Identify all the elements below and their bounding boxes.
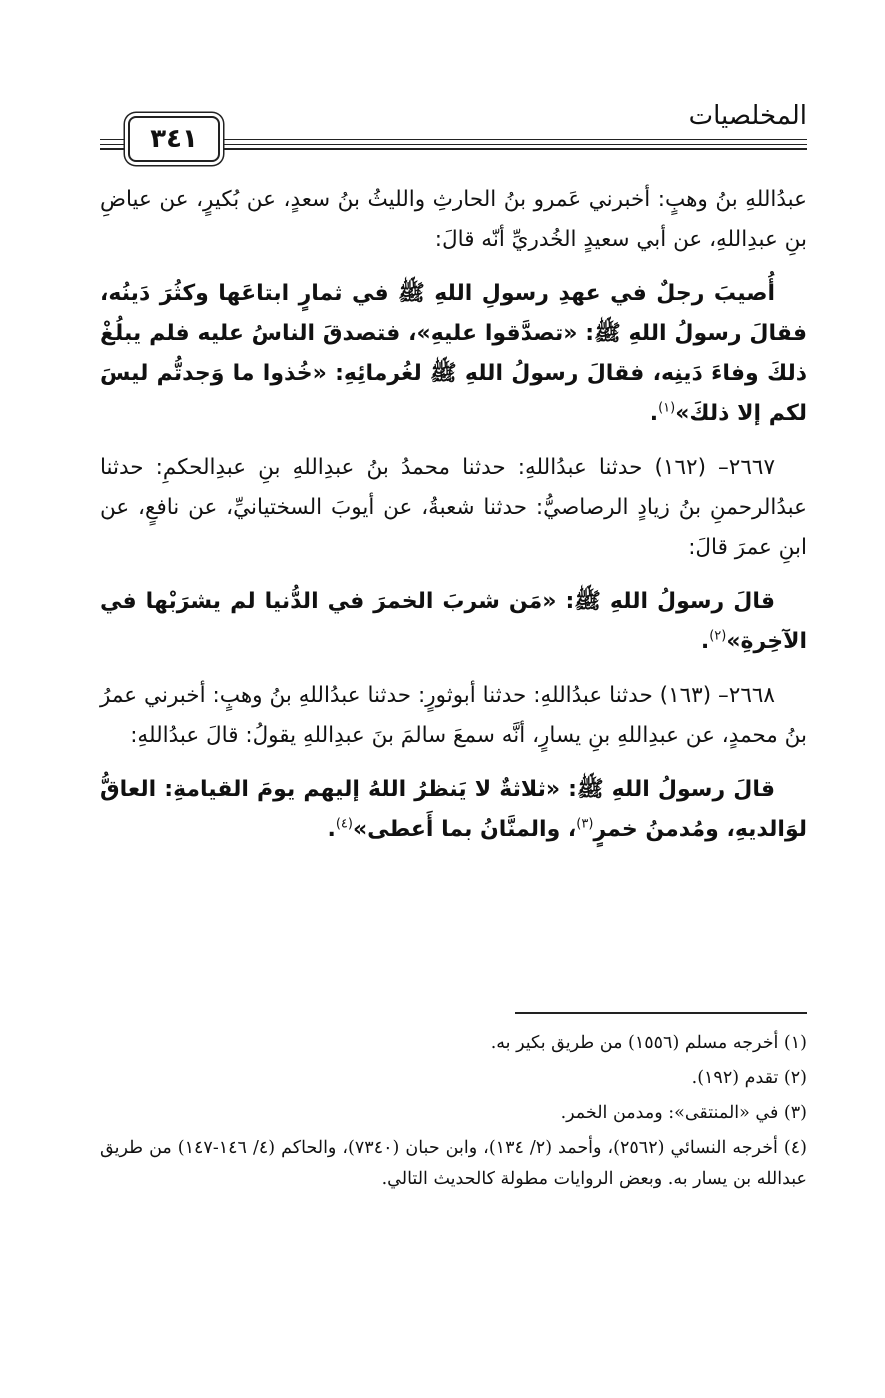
hadith-3-body-a: قالَ رسولُ اللهِ ﷺ: «ثلاثةٌ لا يَنظرُ اللهُ إليهم يومَ القيامةِ: العاقُّ لوَالديهِ، ومُدمنُ خمرٍ: [100, 777, 807, 842]
footnote-4: (٤) أخرجه النسائي (٢٥٦٢)، وأحمد (٢/ ١٣٤)، وابن حبان (٧٣٤٠)، والحاكم (٤/ ١٤٦-١٤٧) من طريق عبدالله بن يسار به. وبعض الروايات مطولة كالحديث التالي.: [100, 1138, 807, 1189]
hadith-2-end: .: [700, 629, 710, 654]
footnote-ref-4[interactable]: (٤): [335, 816, 353, 832]
isnad-continuation: عبدُاللهِ بنُ وهبٍ: أخبرني عَمرو بنُ الحارثِ والليثُ بنُ سعدٍ، عن بُكيرٍ، عن عياضِ بنِ عبدِاللهِ، عن أبي سعيدٍ الخُدريِّ أنّه قالَ:: [100, 187, 807, 252]
page-number: ٣٤١: [128, 116, 220, 162]
footnote-3: (٣) في «المنتقى»: ومدمن الخمر.: [560, 1103, 807, 1123]
hadith-text-3: [100, 770, 807, 850]
running-title: المخلصيات: [688, 101, 807, 131]
footnote-separator: [515, 1012, 807, 1014]
hadith-text-1: [100, 274, 807, 434]
page-body: [100, 180, 807, 864]
footnote-1: (١) أخرجه مسلم (١٥٥٦) من طريق بكير به.: [490, 1033, 807, 1053]
footnote-ref-1[interactable]: (١): [658, 400, 676, 416]
hadith-3-end: .: [327, 817, 336, 842]
footnote-2: (٢) تقدم (١٩٢).: [691, 1068, 807, 1088]
footnote-ref-3[interactable]: (٣): [576, 816, 594, 832]
isnad-2667: ٢٦٦٧– (١٦٢) حدثنا عبدُاللهِ: حدثنا محمدُ بنُ عبدِاللهِ بنِ عبدِالحكمِ: حدثنا عبدُالرحمنِ بنُ زيادٍ الرصاصيُّ: حدثنا شعبةُ، عن أيوبَ السختيانيِّ، عن نافعٍ، عن ابنِ عمرَ قالَ:: [100, 455, 807, 560]
hadith-text-2: [100, 582, 807, 662]
isnad-2668: ٢٦٦٨– (١٦٣) حدثنا عبدُاللهِ: حدثنا أبوثورٍ: حدثنا عبدُاللهِ بنُ وهبٍ: أخبرني عمرُ بنُ محمدٍ، عن عبدِاللهِ بنِ يسارٍ، أنَّه سمعَ سالمَ بنَ عبدِاللهِ يقولُ: قالَ عبدُاللهِ:: [100, 683, 807, 748]
hadith-3-body-b: ، والمنَّانُ بما أَعطى»: [352, 817, 577, 842]
footnote-ref-2[interactable]: (٢): [709, 628, 727, 644]
hadith-1-end: .: [649, 401, 659, 426]
hadith-1-body: أُصيبَ رجلٌ في عهدِ رسولِ اللهِ ﷺ في ثمارٍ ابتاعَها وكثُرَ دَينُه، فقالَ رسولُ اللهِ ﷺ: «تصدَّقوا عليهِ»، فتصدقَ الناسُ عليه فلم يبلُغْ ذلكَ وفاءَ دَينِه، فقالَ رسولُ اللهِ ﷺ لغُرمائِهِ: «خُذوا ما وَجدتُّم ليسَ لكم إلا ذلكَ»: [100, 281, 807, 426]
hadith-2-body: قالَ رسولُ اللهِ ﷺ: «مَن شربَ الخمرَ في الدُّنيا لم يشرَبْها في الآخِرةِ»: [100, 589, 807, 654]
footnotes: [100, 1028, 807, 1199]
